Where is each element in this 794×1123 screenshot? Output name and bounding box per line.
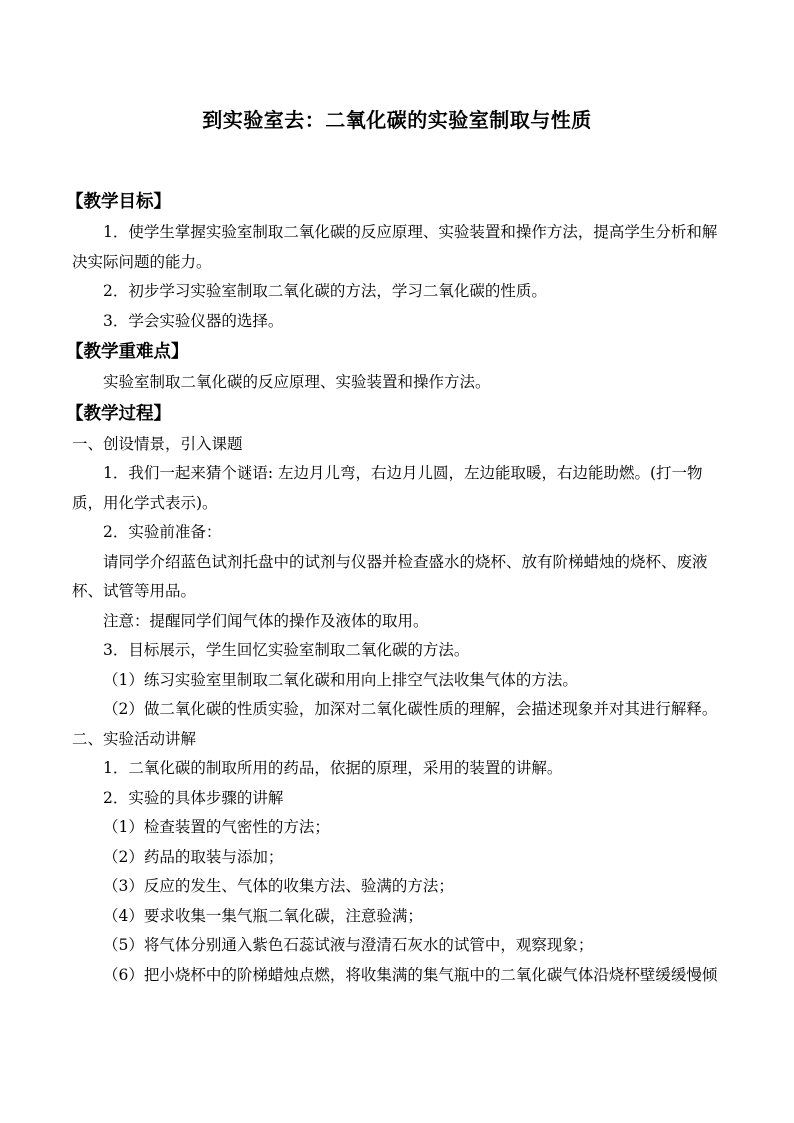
part2-paragraph-2: 2．实验的具体步骤的讲解 (103, 788, 284, 807)
key-points-heading: 【教学重难点】 (66, 342, 189, 362)
document-body (66, 186, 724, 990)
objective-item-1: 1．使学生掌握实验室制取二氧化碳的反应原理、实验装置和操作方法，提高学生分析和解决实际问题的能力。 (72, 223, 718, 271)
part2-step-6: （6）把小烧杯中的阶梯蜡烛点燃，将收集满的集气瓶中的二氧化碳气体沿烧杯壁缓缓慢倾 (103, 965, 718, 984)
part2-step-1: （1）检查装置的气密性的方法； (103, 818, 330, 836)
part2-title: 二、实验活动讲解 (72, 729, 197, 748)
part1-paragraph-2: 2．实验前准备： (103, 523, 222, 541)
objectives-heading: 【教学目标】 (66, 192, 171, 212)
objective-item-3: 3．学会实验仪器的选择。 (103, 311, 284, 330)
part2-step-5: （5）将气体分别通入紫色石蕊试液与澄清石灰水的试管中，观察现象； (103, 936, 594, 954)
part2-step-2: （2）药品的取装与添加； (103, 847, 284, 866)
key-points-text: 实验室制取二氧化碳的反应原理、实验装置和操作方法。 (103, 373, 491, 391)
part2-paragraph-1: 1．二氧化碳的制取所用的药品，依据的原理，采用的装置的讲解。 (103, 759, 563, 777)
objective-item-2: 2．初步学习实验室制取二氧化碳的方法，学习二氧化碳的性质。 (103, 282, 547, 300)
document-title: 到实验室去：二氧化碳的实验室制取与性质 (202, 108, 592, 132)
part1-paragraph-3: 请同学介绍蓝色试剂托盘中的试剂与仪器并检查盛水的烧杯、放有阶梯蜡烛的烧杯、废液杯、试管等用品。 (72, 552, 708, 600)
part1-paragraph-1: 1．我们一起来猜个谜语: 左边月儿弯，右边月儿圆，左边能取暖，右边能助燃。(打一物质，用化学式表示)。 (72, 464, 703, 512)
part2-step-3: （3）反应的发生、气体的收集方法、验满的方法； (103, 877, 454, 895)
process-heading: 【教学过程】 (66, 403, 171, 424)
part1-paragraph-6: （1）练习实验室里制取二氧化碳和用向上排空气法收集气体的方法。 (103, 670, 578, 689)
part1-paragraph-7: （2）做二氧化碳的性质实验，加深对二氧化碳性质的理解，会描述现象并对其进行解释。 (103, 700, 718, 718)
part1-paragraph-5: 3．目标展示，学生回忆实验室制取二氧化碳的方法。 (103, 641, 470, 659)
part1-paragraph-4: 注意：提醒同学们闻气体的操作及液体的取用。 (103, 611, 429, 630)
part1-title: 一、创设情景，引入课题 (72, 434, 243, 453)
part2-step-4: （4）要求收集一集气瓶二氧化碳，注意验满； (103, 906, 423, 925)
